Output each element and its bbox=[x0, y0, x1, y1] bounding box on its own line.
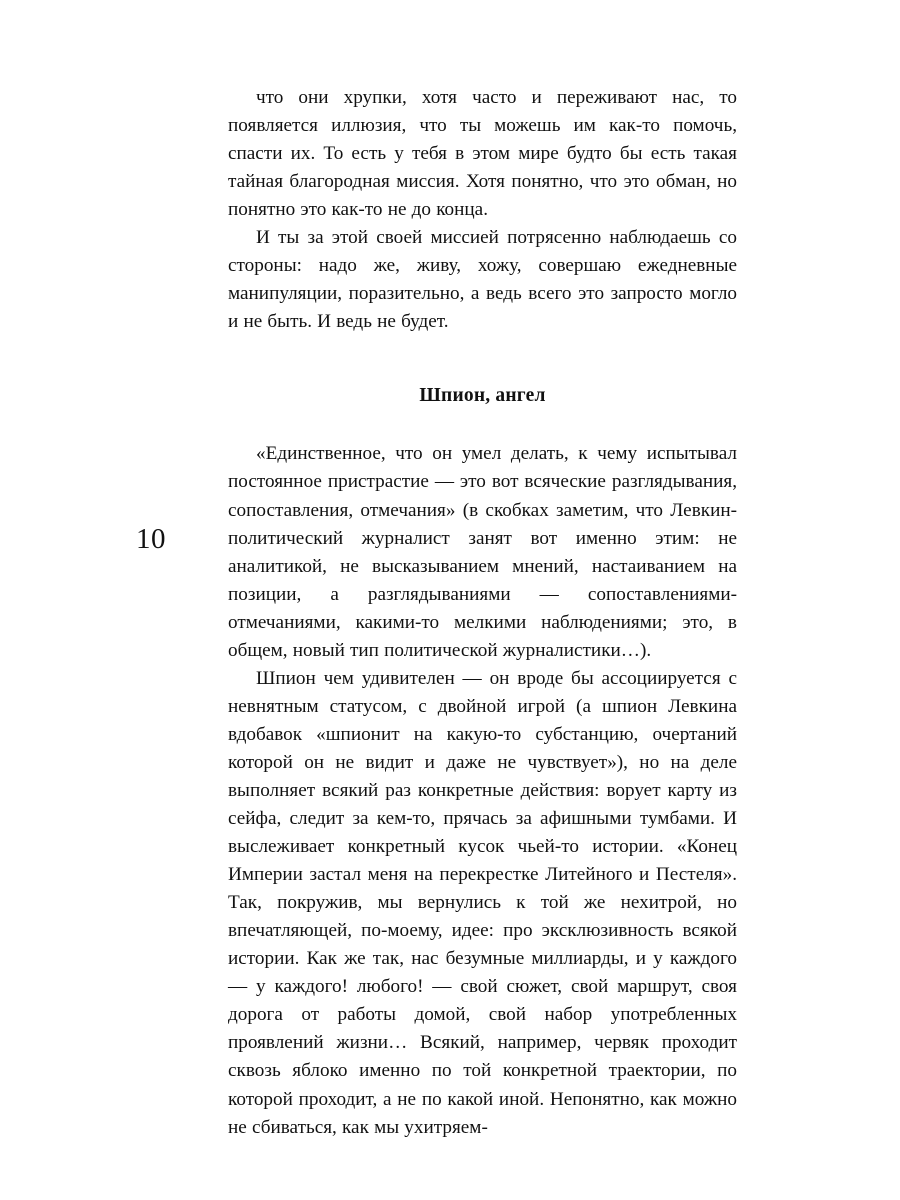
spacer-below-title bbox=[228, 410, 737, 440]
spacer-above-title bbox=[228, 336, 737, 382]
paragraph-quote-levkin: «Единственное, что он умел делать, к чему испытывал постоянное пристрастие — это вот всяческие разглядывания, сопоставления, отмечания» (в скобках заметим, что Левкин-политический журналист занят вот именно этим: не аналитикой, не высказыванием мнений, настаиванием на позиции, а разглядываниями — сопоставлениями-отмечаниями, какими-то мелкими наблюдениями; это, в общем, новый тип политической журналистики…). bbox=[228, 443, 737, 661]
paragraph-continuation: что они хрупки, хотя часто и переживают нас, то появляется иллюзия, что ты можешь им как-то помочь, спасти их. То есть у тебя в этом мире будто бы есть такая тайная благородная миссия. Хотя понятно, что это обман, но понятно это как-то не до конца. bbox=[228, 87, 737, 221]
section-heading: Шпион, ангел bbox=[419, 385, 546, 407]
page-number: 10 bbox=[136, 523, 166, 555]
text-column bbox=[228, 84, 737, 1142]
paragraph-mission: И ты за этой своей миссией потрясенно наблюдаешь со стороны: надо же, живу, хожу, совершаю ежедневные манипуляции, поразительно, а ведь всего это запросто могло и не быть. И ведь не будет. bbox=[228, 227, 737, 333]
paragraph-spy: Шпион чем удивителен — он вроде бы ассоциируется с невнятным статусом, с двойной игрой (а шпион Левкина вдобавок «шпионит на какую-то субстанцию, очертаний которой он не видит и даже не чувствует»), но на деле выполняет всякий раз конкретные действия: ворует карту из сейфа, следит за кем-то, прячась за афишными тумбами. И выслеживает конкретный кусок чьей-то истории. «Конец Империи застал меня на перекрестке Литейного и Пестеля». Так, покружив, мы вернулись к той же нехитрой, но впечатляющей, по-моему, идее: про эксклюзивность всякой истории. Как же так, нас безумные миллиарды, и у каждого — у каждого! любого! — свой сюжет, свой маршрут, своя дорога от работы домой, свой набор употребленных проявлений жизни… Всякий, например, червяк проходит сквозь яблоко именно по той конкретной траектории, по которой проходит, а не по какой иной. Непонятно, как можно не сбиваться, как мы ухитряем- bbox=[228, 667, 737, 1138]
